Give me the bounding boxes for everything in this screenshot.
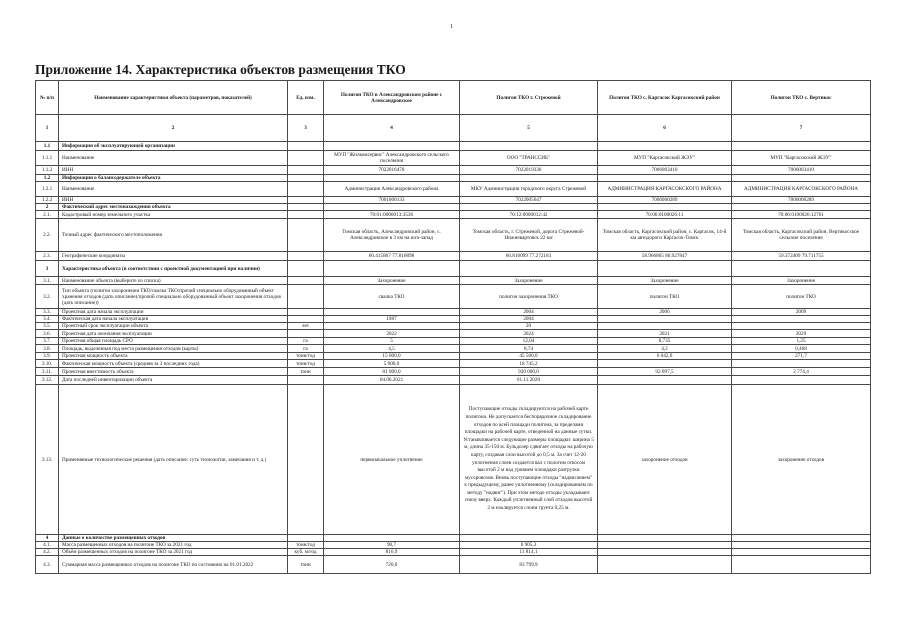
unit-cell: тонн [288,368,324,376]
value-strezhevoy: 11 814,1 [460,549,598,556]
row-number-cell: 2.2. [36,219,59,252]
row-number-cell: 3.11. [36,368,59,376]
header-alexandrovskoe: Полигон ТКО в Александровском районе с Александровское [324,81,460,115]
value-vertikos [732,376,871,385]
value-strezhevoy: 70:12:0000012:42 [460,211,598,219]
value-strezhevoy: 45 500,0 [460,353,598,360]
characteristic-label: Проектная мощность объекта [59,353,288,360]
unit-cell [288,252,324,261]
value-alexandrovskoe [324,309,460,316]
unit-cell [288,142,324,151]
value-vertikos: 2029 [732,330,871,338]
value-alexandrovskoe: свалка ТКО [324,285,460,309]
characteristic-label: Проектная общая площадь СРО [59,338,288,345]
value-strezhevoy: 60.816099 77.272183 [460,252,598,261]
table-body [36,142,871,574]
value-alexandrovskoe: МУП "Жилкомсервис" Александровского сельского поселения [324,151,460,166]
value-vertikos [732,175,871,182]
value-vertikos: 2009 [732,309,871,316]
unit-cell: тонн/год [288,360,324,368]
value-vertikos: АДМИНИСТРАЦИЯ КАРГАСОКСКОГО РАЙОНА [732,182,871,197]
table-row [36,277,871,285]
column-number-cell: 5 [460,115,598,142]
value-vertikos [732,261,871,277]
value-alexandrovskoe: 7001000133 [324,197,460,204]
header-vertikos: Полигон ТКО с. Вертикос [732,81,871,115]
value-vertikos [732,204,871,211]
value-vertikos [732,360,871,368]
unit-cell [288,285,324,309]
value-alexandrovskoe: Администрация Александровского района [324,182,460,197]
value-kargasok: 8,735 [598,338,732,345]
row-number-cell: 4 [36,535,59,542]
value-alexandrovskoe [324,323,460,330]
value-vertikos: 1,25 [732,338,871,345]
value-strezhevoy: 930 000,0 [460,368,598,376]
value-strezhevoy [460,175,598,182]
value-kargasok: полигон ТКО [598,285,732,309]
value-strezhevoy: 20 [460,323,598,330]
value-kargasok [598,549,732,556]
value-vertikos: МУП "Каргасокский ЖЭУ" [732,151,871,166]
table-row [36,285,871,309]
value-kargasok: 2021 [598,330,732,338]
value-alexandrovskoe: 4,5 [324,345,460,353]
characteristic-label: Суммарная масса размещенных отходов на полигоне ТКО по состоянию на 01.01.2022 [59,556,288,574]
value-strezhevoy [460,142,598,151]
header-strezhevoy: Полигон ТКО г. Стрежевой [460,81,598,115]
unit-cell: га [288,338,324,345]
row-number-cell: 4.2. [36,549,59,556]
value-kargasok: 92 097,5 [598,368,732,376]
characteristic-label: Наименование [59,151,288,166]
value-alexandrovskoe: 81 000,0 [324,368,460,376]
row-number-cell: 1.1.2 [36,166,59,175]
characteristic-label: Проектная дата окончания эксплуатации [59,330,288,338]
value-vertikos: 0,468 [732,345,871,353]
value-alexandrovskoe [324,142,460,151]
value-strezhevoy [460,535,598,542]
value-kargasok [598,556,732,574]
table-row [36,330,871,338]
value-vertikos: Томская область, Каргасокский район, Вертикосское сельское поселение [732,219,871,252]
table-header-row [36,81,871,115]
row-number-cell: 2.1. [36,211,59,219]
value-alexandrovskoe: 816,9 [324,549,460,556]
characteristic-label: Географические координаты [59,252,288,261]
characteristic-label: Наименование [59,182,288,197]
column-numbers-row [36,115,871,142]
value-alexandrovskoe: первоначальное уплотнение [324,385,460,535]
characteristic-label: Проектная дата начала эксплуатации [59,309,288,316]
characteristic-label: Наименование объекта (выберите из списка) [59,277,288,285]
value-alexandrovskoe [324,175,460,182]
unit-cell [288,182,324,197]
table-row [36,252,871,261]
table-row [36,542,871,549]
row-number-cell: 3.5. [36,323,59,330]
value-kargasok [598,376,732,385]
value-alexandrovskoe [324,261,460,277]
page-title: Приложение 14. Характеристика объектов размещения ТКО [35,62,406,77]
value-alexandrovskoe: 720,0 [324,556,460,574]
unit-cell: тонн/год [288,353,324,360]
value-vertikos: 2 774,4 [732,368,871,376]
value-vertikos: 7006003410 [732,166,871,175]
characteristic-label: Информация о балансодержателе объекта [59,175,288,182]
table-row [36,549,871,556]
table-row [36,316,871,323]
row-number-cell: 3.8. [36,345,59,353]
row-number-cell: 3.9. [36,353,59,360]
row-number-cell: 4.1. [36,542,59,549]
section-row [36,261,871,277]
value-kargasok [598,360,732,368]
characteristic-label: Дата последней инвентаризации объекта [59,376,288,385]
table-row [36,353,871,360]
value-kargasok: Захоронение [598,277,732,285]
value-alexandrovskoe [324,535,460,542]
value-kargasok [598,316,732,323]
value-kargasok [598,204,732,211]
value-alexandrovskoe: Захоронение [324,277,460,285]
value-strezhevoy: Захоронение [460,277,598,285]
value-kargasok: 4,2 [598,345,732,353]
header-characteristic: Наименование характеристики объекта (параметров, показателей) [59,81,288,115]
section-row [36,535,871,542]
value-strezhevoy: Томская область, г. Стрежевой, дорога Стрежевой-Нижневартовск 22 км [460,219,598,252]
characteristic-label: Масса размещенных отходов на полигоне ТКО за 2021 год [59,542,288,549]
table-row [36,368,871,376]
characteristic-label: Данные о количестве размещенных отходов [59,535,288,542]
header-unit: Ед. изм. [288,81,324,115]
characteristic-label: Объём размещенных отходов на полигоне ТКО за 2021 год [59,549,288,556]
unit-cell [288,277,324,285]
unit-cell [288,309,324,316]
value-kargasok [598,542,732,549]
value-strezhevoy: Поступающие отходы складируются на рабочей карте полигона. Не допускается беспорядочное складирование отходов по всей площади полигона, за пределами площадки на рабочей карте, отведенной на данные сутки. Устанавливается следующие размеры площадки: ширина 5 м, длина 35-150 м. Бульдозер сдвигает отходы на рабочую карту, создавая слои высотой до 0,5 м. За счет 12-20 уплотнения слоев создается вал с пологим откосом высотой 2 м над уровнем площадки разгрузки мусоровозов. Вновь поступающие отходы "надвиганием" к предыдущему, ранее уплотненному (складированием по методу "надвиг"). При этом методе отходы укладывают снизу вверх. Каждый уплотненный слой отходов высотой 2 м изолируется слоем грунта 0,25 м. [460,385,598,535]
characteristic-label: Точный адрес фактического местоположения [59,219,288,252]
value-strezhevoy [460,204,598,211]
value-strezhevoy: 2024 [460,330,598,338]
value-kargasok [598,323,732,330]
value-kargasok: 58.966865 80.927847 [598,252,732,261]
column-number-cell: 3 [288,115,324,142]
table-row [36,309,871,316]
characteristic-label: Применяемые технологические решения (дать описание: суть технологии, замечания и т. д.) [59,385,288,535]
unit-cell [288,330,324,338]
unit-cell [288,261,324,277]
value-alexandrovskoe: 60.415867 77.816898 [324,252,460,261]
characteristic-label: Тип объекта (полигон захоронения ТКО/свалка ТКО/прочий специально оборудованный объект хранения отходов (дать описание)/прочий специально оборудованный объект захоронения отходов (дать описание)) [59,285,288,309]
characteristic-label: Фактическая мощность объекта (средняя за 3 последних года) [59,360,288,368]
characteristic-label: Информация об эксплуатирующей организации [59,142,288,151]
value-strezhevoy: 7022005647 [460,197,598,204]
table-row [36,376,871,385]
value-vertikos: 59.372409 79.711755 [732,252,871,261]
column-number-cell: 6 [598,115,732,142]
objects-characteristics-table [35,80,871,574]
value-vertikos: полигон ТКО [732,285,871,309]
value-alexandrovskoe: 90,7 [324,542,460,549]
section-row [36,142,871,151]
value-kargasok [598,535,732,542]
row-number-cell: 3.12. [36,376,59,385]
value-kargasok: захоронение отходов [598,385,732,535]
unit-cell [288,151,324,166]
column-number-cell: 4 [324,115,460,142]
value-strezhevoy: 2004 [460,309,598,316]
row-number-cell: 2.3. [36,252,59,261]
value-kargasok [598,175,732,182]
table-row [36,385,871,535]
section-row [36,204,871,211]
characteristic-label: Проектная вместимость объекта [59,368,288,376]
unit-cell [288,219,324,252]
unit-cell: лет [288,323,324,330]
value-vertikos: 271,7 [732,353,871,360]
row-number-cell: 3 [36,261,59,277]
row-number-cell: 3.7. [36,338,59,345]
value-alexandrovskoe: Томская область, Александровский район, с. Александровское в 3 км на юго-запад [324,219,460,252]
value-strezhevoy: полигон захоронения ТКО [460,285,598,309]
value-vertikos [732,316,871,323]
row-number-cell: 3.6. [36,330,59,338]
page-number: 1 [450,24,453,30]
value-strezhevoy: 8,74 [460,345,598,353]
table-row [36,338,871,345]
value-vertikos [732,556,871,574]
value-kargasok: 7006000289 [598,197,732,204]
value-strezhevoy: 83 799,9 [460,556,598,574]
row-number-cell: 1.2.1 [36,182,59,197]
row-number-cell: 1.2.2 [36,197,59,204]
value-alexandrovskoe: 2022 [324,330,460,338]
characteristic-label: Кадастровый номер земельного участка [59,211,288,219]
value-alexandrovskoe: 04.06.2021 [324,376,460,385]
unit-cell [288,376,324,385]
row-number-cell: 3.3. [36,309,59,316]
row-number-cell: 1.1.1 [36,151,59,166]
value-vertikos [732,535,871,542]
row-number-cell: 1.2 [36,175,59,182]
column-number-cell: 1 [36,115,59,142]
value-strezhevoy: МКУ Администрация городского округа Стрежевой [460,182,598,197]
table-row [36,182,871,197]
value-alexandrovskoe: 70:01:0000013:3536 [324,211,460,219]
value-kargasok: 7006003410 [598,166,732,175]
value-strezhevoy: 6 905,3 [460,542,598,549]
unit-cell: куб. м/год [288,549,324,556]
characteristic-label: Проектный срок эксплуатации объекта [59,323,288,330]
value-vertikos [732,323,871,330]
unit-cell: га [288,345,324,353]
value-strezhevoy [460,261,598,277]
value-alexandrovskoe: 1987 [324,316,460,323]
row-number-cell: 3.10. [36,360,59,368]
row-number-cell: 3.13. [36,385,59,535]
unit-cell [288,316,324,323]
table-row [36,556,871,574]
row-number-cell: 3.2. [36,285,59,309]
value-kargasok: 6 042,0 [598,353,732,360]
value-kargasok: 70:06:0100026:11 [598,211,732,219]
value-alexandrovskoe [324,204,460,211]
table-row [36,197,871,204]
characteristic-label: Фактический адрес местонахождения объекта [59,204,288,211]
characteristic-label: ИНН [59,197,288,204]
unit-cell [288,535,324,542]
unit-cell [288,204,324,211]
value-vertikos: захоронение отходов [732,385,871,535]
header-kargasok: Полигон ТКО с. Каргасок Каргасокский район [598,81,732,115]
value-alexandrovskoe: 5 000,0 [324,360,460,368]
value-vertikos [732,549,871,556]
value-alexandrovskoe: 7022016478 [324,166,460,175]
value-strezhevoy: ООО "ТРАНССИБ" [460,151,598,166]
unit-cell [288,166,324,175]
value-kargasok: Томская область, Каргасокский район, с. Каргасок, 14-й км автодороги Каргасок-Томск [598,219,732,252]
table-row [36,211,871,219]
table-row [36,166,871,175]
value-strezhevoy: 7022019336 [460,166,598,175]
value-vertikos: 7006000289 [732,197,871,204]
table-row [36,360,871,368]
section-row [36,175,871,182]
table-row [36,151,871,166]
value-vertikos [732,142,871,151]
value-kargasok [598,142,732,151]
unit-cell: тонн/год [288,542,324,549]
row-number-cell: 4.3. [36,556,59,574]
characteristic-label: Характеристика объекта (в соответствии с проектной документацией при наличии) [59,261,288,277]
header-number: № п/п [36,81,59,115]
row-number-cell: 1.1 [36,142,59,151]
value-alexandrovskoe: 15 000,0 [324,353,460,360]
value-kargasok: АДМИНИСТРАЦИЯ КАРГАСОКСКОГО РАЙОНА [598,182,732,197]
characteristic-label: ИНН [59,166,288,175]
value-kargasok: 2006 [598,309,732,316]
table-row [36,323,871,330]
unit-cell [288,385,324,535]
unit-cell [288,175,324,182]
column-number-cell: 7 [732,115,871,142]
table-row [36,345,871,353]
unit-cell [288,211,324,219]
characteristic-label: Площадь, выделенная под места размещения отходов (карты) [59,345,288,353]
value-kargasok [598,261,732,277]
row-number-cell: 2 [36,204,59,211]
unit-cell [288,197,324,204]
value-strezhevoy: 12,04 [460,338,598,345]
value-alexandrovskoe: 5 [324,338,460,345]
value-vertikos: Захоронение [732,277,871,285]
value-vertikos: 70:06:0100026:12761 [732,211,871,219]
value-vertikos [732,542,871,549]
value-strezhevoy: 18 745,2 [460,360,598,368]
value-strezhevoy: 2004 [460,316,598,323]
value-kargasok: МУП "Каргасокский ЖЭУ" [598,151,732,166]
unit-cell: тонн [288,556,324,574]
value-strezhevoy: 01.11.2020 [460,376,598,385]
row-number-cell: 3.1. [36,277,59,285]
row-number-cell: 3.4. [36,316,59,323]
column-number-cell: 2 [59,115,288,142]
characteristic-label: Фактическая дата начала эксплуатации [59,316,288,323]
table-row [36,219,871,252]
